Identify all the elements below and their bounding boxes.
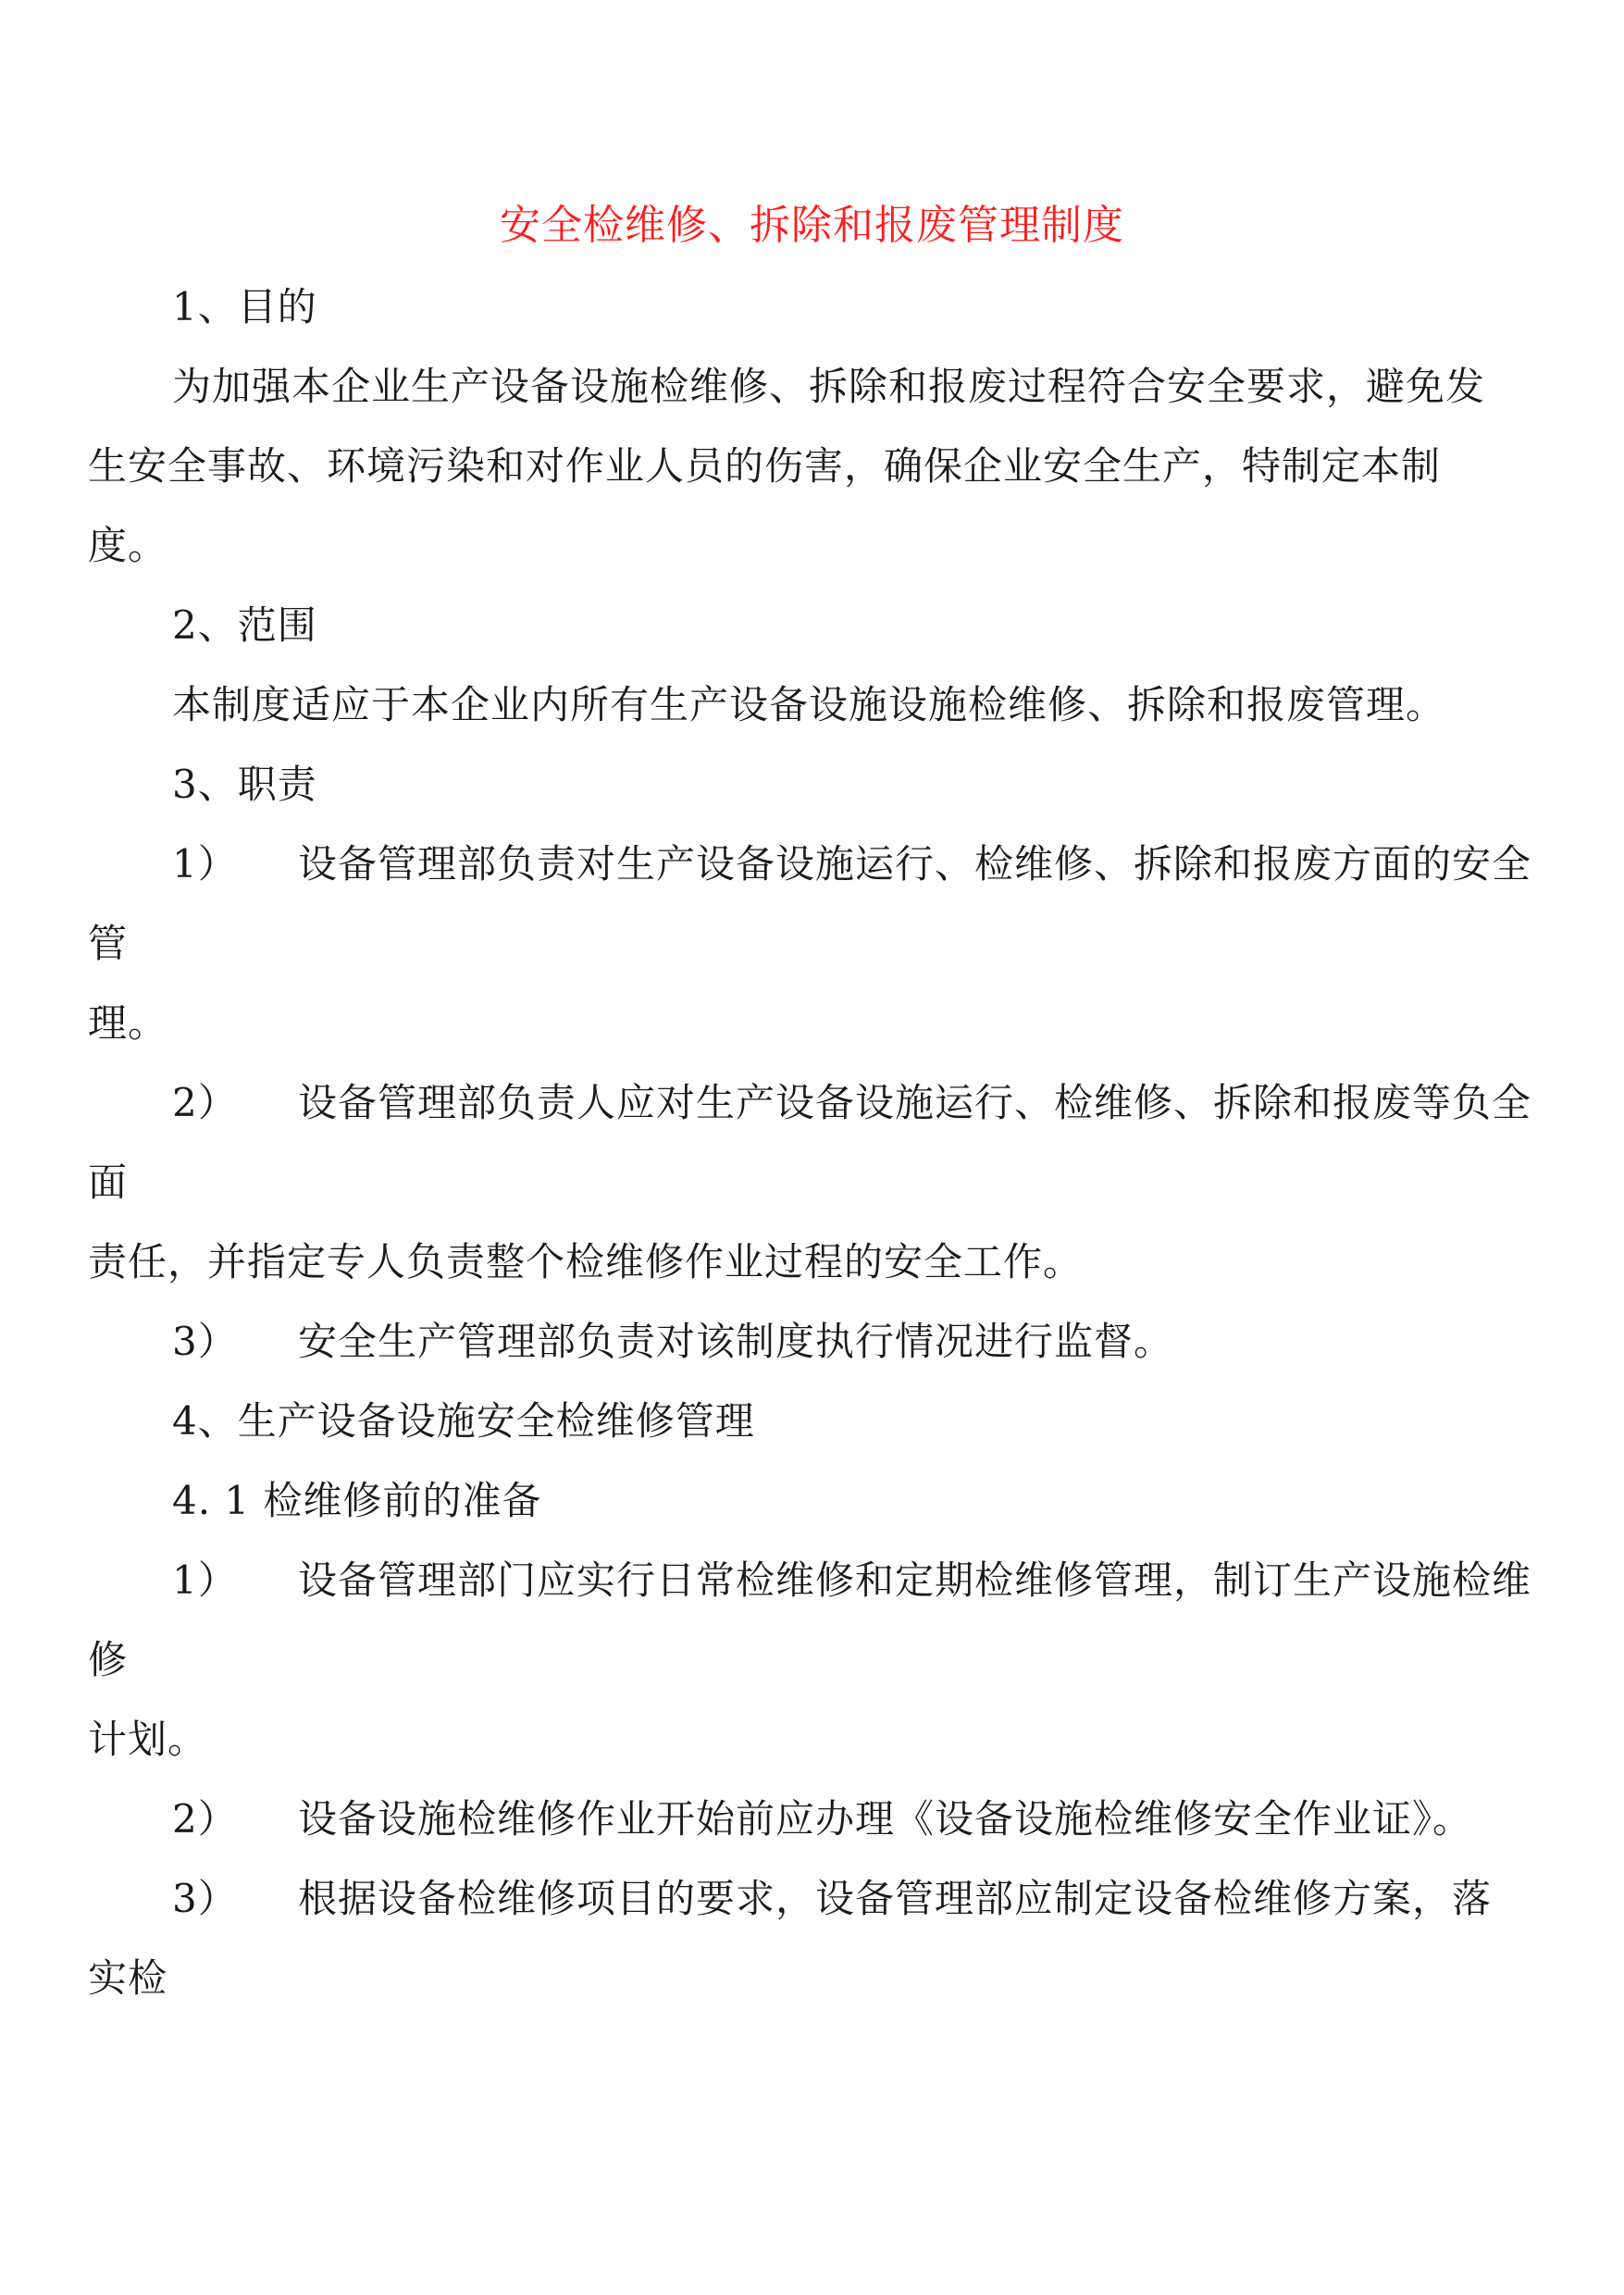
section-2-paragraph-line-1: 本制度适应于本企业内所有生产设备设施设施检维修、拆除和报废管理。 [172,682,1446,727]
section-4-1-item-3-line-2: 实检 [88,1955,168,2001]
section-4-1-heading: 4. 1 检维修前的准备 [172,1478,542,1523]
section-3-item-2-line-2: 面 [88,1160,129,1205]
section-3-item-1-line-2: 管 [88,921,129,966]
section-3-item-1-line-3: 理。 [88,1000,168,1046]
section-4-1-item-1-line-3: 计划。 [88,1717,208,1762]
section-1-paragraph-line-2: 生安全事故、环境污染和对作业人员的伤害，确保企业安全生产，特制定本制 [88,443,1442,489]
section-3-item-3-line-1 [172,1314,1173,1370]
section-4-1-item-1-line-1 [172,1553,1531,1608]
item-text: 设备管理部门应实行日常检维修和定期检维修管理，制订生产设施检维 [298,1557,1532,1603]
item-number: 3） [172,1319,238,1364]
item-number: 1） [172,1557,238,1603]
document-title: 安全检维修、拆除和报废管理制度 [500,202,1124,249]
section-2-heading: 2、范围 [172,602,317,648]
section-4-heading: 4、生产设备设施安全检维修管理 [172,1398,755,1444]
item-text: 设备设施检维修作业开始前应办理《设备设施检维修安全作业证》。 [298,1796,1473,1842]
section-3-item-1-line-1 [172,837,1531,892]
section-3-item-2-line-3: 责任，并指定专人负责整个检维修作业过程的安全工作。 [88,1239,1084,1284]
item-text: 设备管理部负责对生产设备设施运行、检维修、拆除和报废方面的安全 [298,841,1532,887]
item-text: 根据设备检维修项目的要求，设备管理部应制定设备检维修方案，落 [298,1876,1493,1921]
section-4-1-item-1-line-2: 修 [88,1637,129,1682]
section-4-1-item-2-line-1 [172,1792,1472,1847]
item-text: 安全生产管理部负责对该制度执行情况进行监督。 [298,1319,1174,1364]
item-text: 设备管理部负责人应对生产设备设施运行、检维修、拆除和报废等负全 [298,1080,1532,1125]
item-number: 2） [172,1796,238,1842]
section-4-1-item-3-line-1 [172,1871,1492,1927]
section-1-heading: 1、目的 [172,284,317,329]
section-1-paragraph-line-3: 度。 [88,523,168,568]
section-3-item-2-line-1 [172,1075,1531,1131]
item-number: 3） [172,1876,238,1921]
section-3-heading: 3、职责 [172,762,317,807]
item-number: 1） [172,841,238,887]
section-1-paragraph-line-1: 为加强本企业生产设备设施检维修、拆除和报废过程符合安全要求，避免发 [172,364,1486,409]
item-number: 2） [172,1080,238,1125]
